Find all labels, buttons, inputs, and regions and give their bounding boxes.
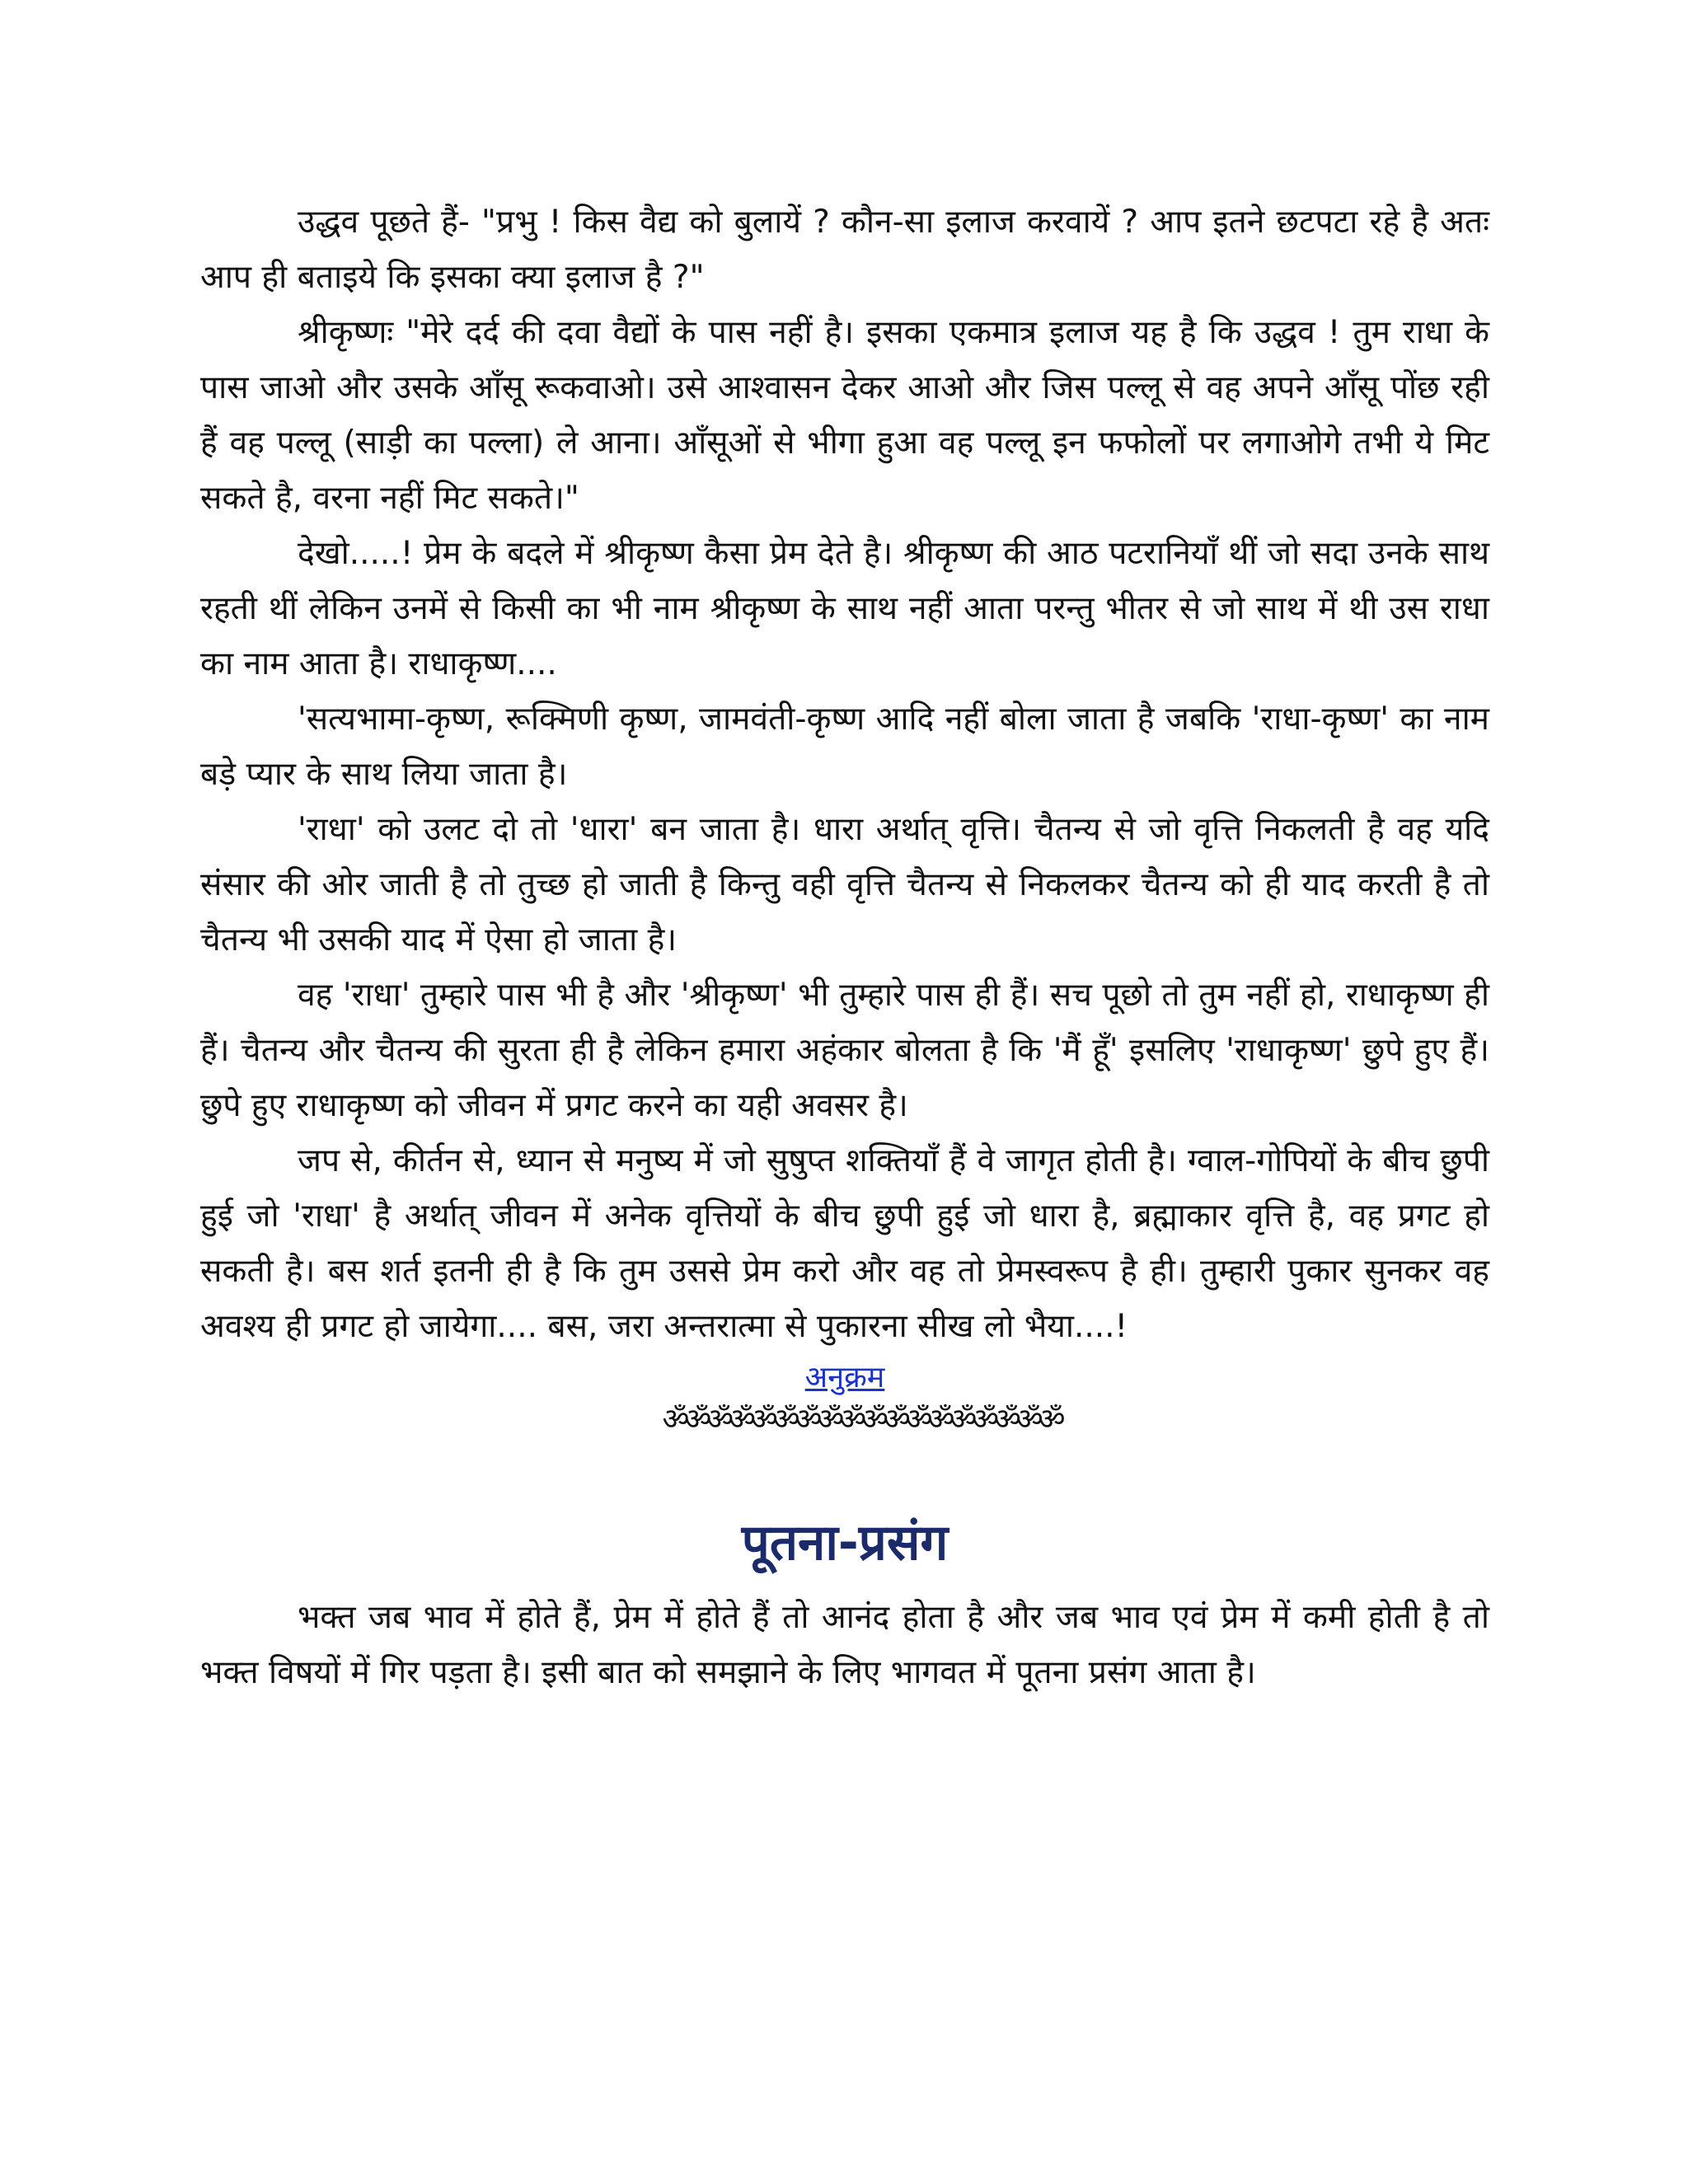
- anukram-link[interactable]: अनुक्रम: [804, 1361, 885, 1394]
- paragraph-satyabhama: 'सत्यभामा-कृष्ण, रूक्मिणी कृष्ण, जामवंती-कृष्ण आदि नहीं बोला जाता है जबकि 'राधा-कृष्ण' का नाम बड़े प्यार के साथ लिया जाता है।: [200, 701, 1489, 793]
- paragraph-jap-se: जप से, कीर्तन से, ध्यान से मनुष्य में जो सुषुप्त शक्तियाँ हैं वे जागृत होती है। ग्वाल-गोपियों के बीच छुपी हुई जो 'राधा' है अर्थात् जीवन में अनेक वृत्तियों के बीच छुपी हुई जो धारा है, ब्रह्माकार वृत्ति है, वह प्रगट हो सकती है। बस शर्त इतनी ही है कि तुम उससे प्रेम करो और वह तो प्रेमस्वरूप है ही। तुम्हारी पुकार सुनकर वह अवश्य ही प्रगट हो जायेगा.... बस, जरा अन्तरात्मा से पुकारना सीख लो भैया....!: [200, 1142, 1489, 1345]
- paragraph-bhakt: भक्त जब भाव में होते हैं, प्रेम में होते हैं तो आनंद होता है और जब भाव एवं प्रेम में कमी होती है तो भक्त विषयों में गिर पड़ता है। इसी बात को समझाने के लिए भागवत में पूतना प्रसंग आता है।: [200, 1599, 1489, 1691]
- om-separator: ॐॐॐॐॐॐॐॐॐॐॐॐॐॐॐॐॐॐ: [662, 1403, 1061, 1436]
- paragraph-radha-dhara: 'राधा' को उलट दो तो 'धारा' बन जाता है। धारा अर्थात् वृत्ति। चैतन्य से जो वृत्ति निकलती है वह यदि संसार की ओर जाती है तो तुच्छ हो जाती है किन्तु वही वृत्ति चैतन्य से निकलकर चैतन्य को ही याद करती है तो चैतन्य भी उसकी याद में ऐसा हो जाता है।: [200, 811, 1489, 958]
- document-page: [200, 194, 1489, 1700]
- paragraph-dekho: देखो.....! प्रेम के बदले में श्रीकृष्ण कैसा प्रेम देते है। श्रीकृष्ण की आठ पटरानियाँ थीं जो सदा उनके साथ रहती थीं लेकिन उनमें से किसी का भी नाम श्रीकृष्ण के साथ नहीं आता परन्तु भीतर से जो साथ में थी उस राधा का नाम आता है। राधाकृष्ण....: [200, 535, 1489, 682]
- paragraph-uddhav-question: उद्धव पूछते हैं- "प्रभु ! किस वैद्य को बुलायें ? कौन-सा इलाज करवायें ? आप इतने छटपटा रहे है अतः आप ही बताइये कि इसका क्या इलाज है ?": [200, 204, 1489, 296]
- paragraph-shrikrishna-reply: श्रीकृष्णः "मेरे दर्द की दवा वैद्यों के पास नहीं है। इसका एकमात्र इलाज यह है कि उद्धव ! तुम राधा के पास जाओ और उसके आँसू रूकवाओ। उसे आश्वासन देकर आओ और जिस पल्लू से वह अपने आँसू पोंछ रही हैं वह पल्लू (साड़ी का पल्ला) ले आना। आँसूओं से भीगा हुआ वह पल्लू इन फफोलों पर लगाओगे तभी ये मिट सकते है, वरना नहीं मिट सकते।": [200, 314, 1489, 517]
- section-title: पूतना-प्रसंग: [741, 1514, 949, 1572]
- paragraph-vah-radha: वह 'राधा' तुम्हारे पास भी है और 'श्रीकृष्ण' भी तुम्हारे पास ही हैं। सच पूछो तो तुम नहीं हो, राधाकृष्ण ही हैं। चैतन्य और चैतन्य की सुरता ही है लेकिन हमारा अहंकार बोलता है कि 'मैं हूँ' इसलिए 'राधाकृष्ण' छुपे हुए हैं। छुपे हुए राधाकृष्ण को जीवन में प्रगट करने का यही अवसर है।: [200, 977, 1489, 1124]
